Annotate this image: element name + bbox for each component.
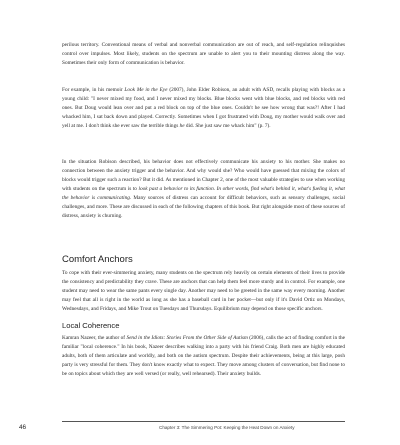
text-run: (2006), calls the act of finding comfort in the familiar "local coherence." In his book, Nazeer describes walking into a party with his friend Craig. Both men are highly educated adults, both of them articulate and worldly, and both on the autism spectrum. Despite their achievements, being at this large, posh party is very stressful for them. They don't know exactly what to expect. They move among clusters of conversation, but find none to be on topics about which they are well versed (or really, well rehearsed). Their anxiety builds.	[62, 335, 346, 378]
book-title-send-in-the-idiots: Send in the Idiots: Stories From the Other Side of Autism	[126, 335, 248, 341]
emphasis-look-past-behavior: look past a behavior to its function. In other words, find what's behind it, what's fueling it, what the behavior is communicating.	[62, 186, 346, 202]
heading-local-coherence: Local Coherence	[62, 321, 120, 330]
text-run: did. She just saw me whack him" (p. 7).	[184, 123, 271, 130]
paragraph-robison-example	[62, 86, 345, 131]
paragraph-perilous-territory: perilous territory. Conventional means of verbal and nonverbal communication are out of reach, and self-regulation relinquishes control over impulses. Most likely, students on the spectrum are unable to alert you to their mounting distress along the way. Sometimes their only form of communication is behavior.	[62, 42, 345, 67]
footer-divider	[62, 421, 345, 422]
book-title-look-me-in-the-eye: Look Me in the Eye	[124, 87, 168, 93]
text-run: In the situation Robison described, his behavior does not effectively communicate his anxiety to his mother. She makes no connection between the anxiety trigger and the behavior. And why would she? Who would have guessed that mixing the colors of blocks would trigger such a reaction? But it did. As mentioned in Chapter 2, one of the most valuable strategies to use when working with students on the spectrum is to	[62, 159, 345, 193]
paragraph-local-coherence	[62, 334, 345, 379]
running-footer-chapter-title: Chapter 3: The Simmering Pot: Keeping the Heat Down on Anxiety	[159, 425, 295, 430]
paragraph-robison-analysis	[62, 158, 345, 221]
page-number: 46	[19, 424, 27, 431]
text-run: Many sources of distress can account for difficult behaviors, such as sensory challenges, social challenges, and more. These are discussed in each of the following chapters of this book. But right alongside most of these sources of distress, anxiety is churning.	[62, 195, 345, 220]
heading-comfort-anchors: Comfort Anchors	[62, 254, 133, 265]
text-run: (2007), John Elder Robison, an adult with ASD, recalls playing with blocks as a young child: "I never mixed my food, and I never mixed my blocks. Blue blocks went with blue blocks, and red blocks with red ones. But Doug would lean over and put a red block on top of the blue ones. Couldn't he see how wrong that was?! After I had whacked him, I sat back down and played. Correctly. Sometimes when I got frustrated with Doug, my mother would walk over and yell at me. I don't think she ever saw the terrible things	[62, 87, 345, 130]
text-run: For example, in his memoir	[62, 87, 125, 93]
emphasis-he: he	[179, 123, 185, 130]
paragraph-comfort-anchors: To cope with their ever-simmering anxiety, many students on the spectrum rely heavily on certain elements of their lives to provide the consistency and predictability they crave. These are anchors that can help them feel more sturdy and in control. For example, one student may need to wear the same pants every single day. Another may need to be greeted in the same way every morning. Another may feel that all is right in the world as long as she has a baseball card in her pocket—but only if it's David Ortiz on Mondays, Wednesdays, and Fridays, and Mike Trout on Tuesdays and Thursdays. Equilibrium may depend on those specific anchors.	[62, 270, 345, 313]
text-run: Kamran Nazeer, the author of	[62, 335, 127, 341]
